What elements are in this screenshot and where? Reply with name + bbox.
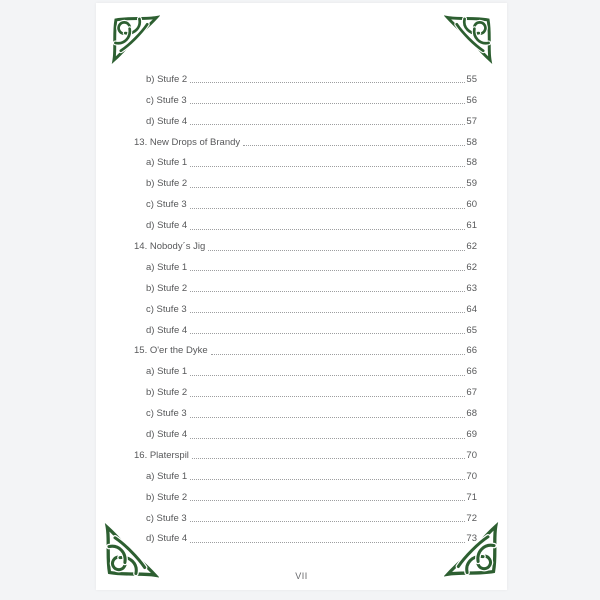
toc-entry-page-number: 68 [466,408,477,420]
toc-entry [134,440,477,461]
toc-entry-page-number: 71 [466,491,477,503]
toc-entry-page-number: 60 [466,199,477,211]
toc-dot-leader [190,333,465,334]
toc-entry-label: 15. O'er the Dyke [134,345,208,357]
toc-entry [134,356,477,377]
toc-entry [134,524,477,545]
toc-entry-page-number: 56 [466,94,477,106]
toc-entry-page-number: 62 [466,261,477,273]
toc-entry [134,315,477,336]
toc-entry-label: a) Stufe 1 [146,470,188,482]
toc-dot-leader [190,82,465,83]
toc-entry [134,127,477,148]
toc-entry-label: 13. New Drops of Brandy [134,136,241,148]
page-number-footer: VII [295,571,308,581]
toc-entry-page-number: 69 [466,429,477,441]
toc-dot-leader [208,250,465,251]
toc-entry-page-number: 55 [466,73,477,85]
toc-entry-label: a) Stufe 1 [146,261,188,273]
toc-dot-leader [190,291,465,292]
toc-entry [134,168,477,189]
toc-entry [134,148,477,169]
toc-entry-page-number: 58 [466,136,477,148]
toc-dot-leader [190,166,465,167]
toc-entry-page-number: 67 [466,387,477,399]
toc-entry-page-number: 66 [466,345,477,357]
toc-dot-leader [190,124,465,125]
toc-dot-leader [190,229,465,230]
toc-entry-page-number: 62 [466,241,477,253]
toc-entry-label: d) Stufe 4 [146,533,188,545]
toc-dot-leader [211,354,466,355]
toc-entry-page-number: 73 [466,533,477,545]
toc-entry [134,461,477,482]
toc-entry-label: 14. Nobody´s Jig [134,241,206,253]
toc-entry-label: d) Stufe 4 [146,429,188,441]
toc-entry [134,294,477,315]
toc-entry-label: c) Stufe 3 [146,303,187,315]
toc-dot-leader [190,438,465,439]
toc-dot-leader [190,500,465,501]
toc-entry [134,419,477,440]
toc-dot-leader [190,417,466,418]
toc-dot-leader [192,458,466,459]
toc-dot-leader [190,375,465,376]
toc-dot-leader [190,479,465,480]
toc-entry-page-number: 70 [466,449,477,461]
toc-entry-page-number: 59 [466,178,477,190]
toc-entry-label: c) Stufe 3 [146,94,187,106]
toc-entry-label: c) Stufe 3 [146,512,187,524]
toc-entry-page-number: 58 [466,157,477,169]
toc-entry-label: a) Stufe 1 [146,366,188,378]
celtic-knot-corner-icon [444,13,493,65]
toc-entry [134,377,477,398]
toc-entry [134,503,477,524]
toc-entry-label: c) Stufe 3 [146,199,187,211]
toc-dot-leader [190,542,465,543]
toc-entry-label: 16. Platerspil [134,449,189,461]
toc-dot-leader [190,312,466,313]
toc-entry [134,231,477,252]
toc-entry-label: d) Stufe 4 [146,324,188,336]
toc-entry [134,482,477,503]
celtic-knot-corner-icon [111,13,160,65]
toc-entry [134,210,477,231]
toc-entry-label: b) Stufe 2 [146,491,188,503]
toc-entry-label: b) Stufe 2 [146,178,188,190]
toc-entry-label: a) Stufe 1 [146,157,188,169]
toc-dot-leader [190,103,466,104]
document-page [96,3,507,590]
toc-dot-leader [190,396,465,397]
toc-entry [134,106,477,127]
toc-entry [134,189,477,210]
toc-dot-leader [190,521,466,522]
toc-entry-page-number: 64 [466,303,477,315]
toc-entry [134,336,477,357]
toc-entry-page-number: 66 [466,366,477,378]
toc-entry-label: b) Stufe 2 [146,282,188,294]
toc-entry-page-number: 70 [466,470,477,482]
toc-dot-leader [190,187,465,188]
toc-entry-label: b) Stufe 2 [146,387,188,399]
toc-entry [134,85,477,106]
toc-dot-leader [190,208,466,209]
toc-dot-leader [243,145,465,146]
toc-entry-label: d) Stufe 4 [146,220,188,232]
toc-entry-page-number: 61 [466,220,477,232]
toc-entry-page-number: 63 [466,282,477,294]
toc-dot-leader [190,270,465,271]
toc-entry-label: b) Stufe 2 [146,73,188,85]
toc-entry-page-number: 65 [466,324,477,336]
toc-entry-label: c) Stufe 3 [146,408,187,420]
toc-entry [134,398,477,419]
toc-entry-label: d) Stufe 4 [146,115,188,127]
toc-entry [134,273,477,294]
table-of-contents [134,64,477,544]
toc-entry [134,64,477,85]
toc-entry-page-number: 57 [466,115,477,127]
toc-entry-page-number: 72 [466,512,477,524]
toc-entry [134,252,477,273]
